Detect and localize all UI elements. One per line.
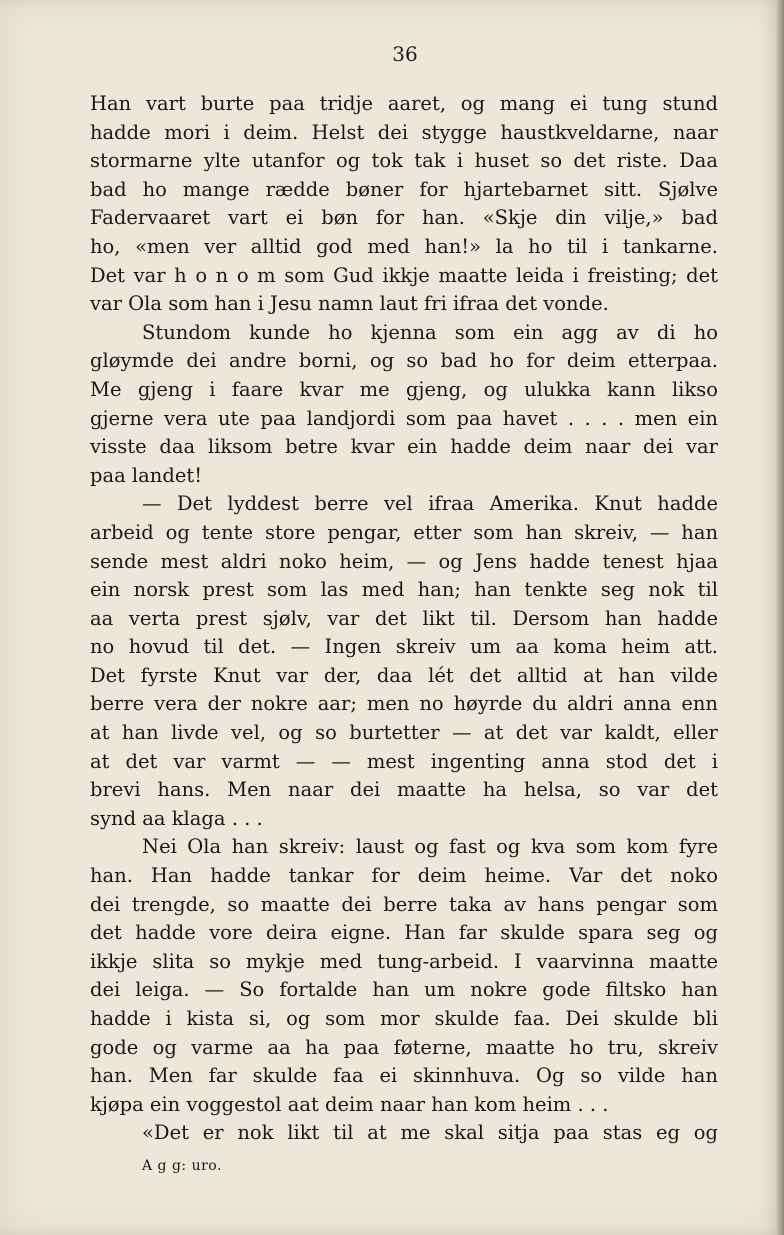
- text-line: visste daa liksom betre kvar ein hadde deim naar dei var: [90, 435, 718, 459]
- text-line: var Ola som han i Jesu namn laut fri ifraa det vonde.: [90, 292, 609, 316]
- text-line: ikkje slita so mykje med tung-arbeid. I vaarvinna maatte: [90, 949, 718, 973]
- text-line: Me gjeng i faare kvar me gjeng, og ulukka kann likso: [90, 377, 718, 401]
- text-line: — Det lyddest berre vel ifraa Amerika. Knut hadde: [142, 492, 718, 516]
- text-line: aa verta prest sjølv, var det likt til. Dersom han hadde: [90, 606, 718, 630]
- text-line: no hovud til det. — Ingen skreiv um aa koma heim att.: [90, 635, 718, 659]
- text-line: berre vera der nokre aar; men no høyrde du aldri anna enn: [90, 692, 718, 716]
- text-line: Stundom kunde ho kjenna som ein agg av di ho: [142, 320, 718, 344]
- page-number: 36: [392, 42, 418, 66]
- text-line: Fadervaaret vart ei bøn for han. «Skje din vilje,» bad: [90, 206, 718, 230]
- text-line: Det var h o n o m som Gud ikkje maatte leida i freisting; det: [90, 263, 718, 287]
- text-line: ein norsk prest som las med han; han tenkte seg nok til: [90, 578, 718, 602]
- text-line: brevi hans. Men naar dei maatte ha helsa, so var det: [90, 778, 718, 802]
- text-line: dei leiga. — So fortalde han um nokre gode filtsko han: [90, 978, 718, 1002]
- text-line: han. Han hadde tankar for deim heime. Var det noko: [90, 864, 718, 888]
- text-line: stormarne ylte utanfor og tok tak i huset so det riste. Daa: [90, 149, 718, 173]
- text-line: bad ho mange rædde bøner for hjartebarnet sitt. Sjølve: [90, 177, 718, 201]
- text-line: gløymde dei andre borni, og so bad ho for deim etterpaa.: [90, 349, 718, 373]
- text-line: arbeid og tente store pengar, etter som han skreiv, — han: [90, 520, 718, 544]
- text-line: hadde mori i deim. Helst dei stygge haustkveldarne, naar: [90, 120, 718, 144]
- text-line: hadde i kista si, og som mor skulde faa. Dei skulde bli: [90, 1007, 718, 1030]
- text-line: Nei Ola han skreiv: laust og fast og kva som kom fyre: [142, 835, 718, 859]
- page-edge: [776, 0, 784, 1235]
- text-line: ho, «men ver alltid god med han!» la ho til i tankarne.: [90, 234, 718, 258]
- footnote: A g g: uro.: [142, 1158, 222, 1174]
- text-line: han. Men far skulde faa ei skinnhuva. Og so vilde han: [90, 1064, 718, 1088]
- text-line: synd aa klaga . . .: [90, 806, 263, 830]
- text-line: paa landet!: [90, 463, 203, 487]
- text-line: «Det er nok likt til at me skal sitja paa stas eg og: [142, 1121, 718, 1145]
- text-line: gjerne vera ute paa landjordi som paa havet . . . . men ein: [90, 406, 718, 430]
- text-line: gode og varme aa ha paa føterne, maatte ho tru, skreiv: [90, 1035, 718, 1059]
- body-text: [90, 90, 718, 1148]
- text-line: dei trengde, so maatte dei berre taka av hans pengar som: [90, 892, 718, 916]
- text-line: Han vart burte paa tridje aaret, og mang ei tung stund: [90, 92, 718, 115]
- text-line: at han livde vel, og so burtetter — at det var kaldt, eller: [90, 721, 718, 745]
- text-line: kjøpa ein voggestol aat deim naar han kom heim . . .: [90, 1092, 609, 1116]
- text-line: at det var varmt — — mest ingenting anna stod det i: [90, 749, 718, 773]
- text-line: Det fyrste Knut var der, daa lét det alltid at han vilde: [90, 663, 718, 687]
- text-line: sende mest aldri noko heim, — og Jens hadde tenest hjaa: [90, 549, 718, 573]
- text-line: det hadde vore deira eigne. Han far skulde spara seg og: [90, 921, 718, 945]
